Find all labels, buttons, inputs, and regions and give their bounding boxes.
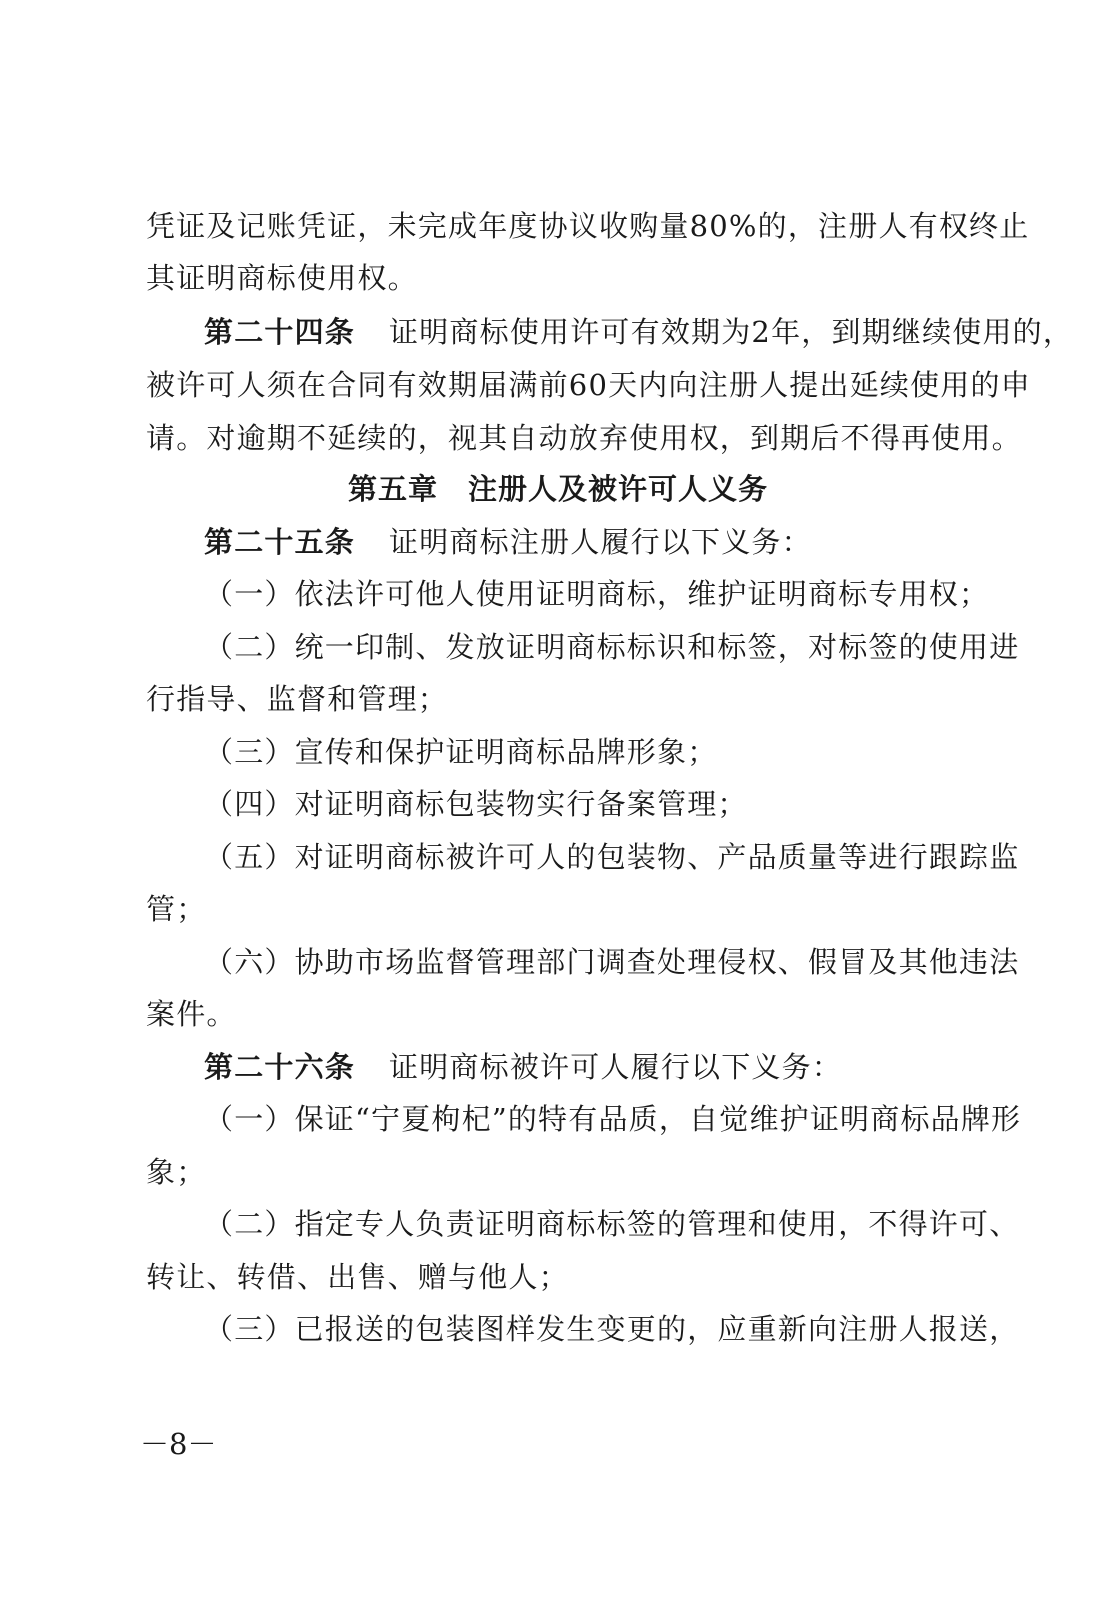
paragraph-line: 凭证及记账凭证，未完成年度协议收购量80%的，注册人有权终止 (146, 209, 1030, 243)
paragraph-line: 其证明商标使用权。 (146, 261, 418, 295)
paragraph-line: 管； (146, 892, 207, 926)
article-number: 第二十六条 (204, 1050, 356, 1084)
list-item: （五）对证明商标被许可人的包装物、产品质量等进行跟踪监 (204, 840, 1020, 874)
article-text: 证明商标被许可人履行以下义务： (389, 1050, 843, 1084)
list-item: （四）对证明商标包装物实行备案管理； (204, 787, 748, 821)
list-item: （三）宣传和保护证明商标品牌形象； (204, 735, 718, 769)
article-number: 第二十五条 (204, 525, 356, 559)
chapter-heading: 第五章 注册人及被许可人义务 (347, 472, 768, 506)
paragraph-line: 行指导、监督和管理； (146, 682, 449, 716)
article-24 (204, 314, 1073, 350)
paragraph-line: 请。对逾期不延续的，视其自动放弃使用权，到期后不得再使用。 (146, 421, 1022, 455)
paragraph-line: 案件。 (146, 997, 237, 1031)
list-item: （一）依法许可他人使用证明商标，维护证明商标专用权； (204, 577, 990, 611)
paragraph-line: 被许可人须在合同有效期届满前60天内向注册人提出延续使用的申 (146, 368, 1031, 402)
list-item: （三）已报送的包装图样发生变更的，应重新向注册人报送， (204, 1312, 1020, 1346)
list-item: （二）指定专人负责证明商标标签的管理和使用，不得许可、 (204, 1207, 1020, 1241)
article-number: 第二十四条 (204, 315, 356, 349)
article-26 (204, 1049, 842, 1085)
article-text: 证明商标使用许可有效期为2年，到期继续使用的， (389, 315, 1074, 349)
page-number: －8－ (140, 1427, 217, 1461)
article-text: 证明商标注册人履行以下义务： (389, 525, 812, 559)
list-item: （六）协助市场监督管理部门调查处理侵权、假冒及其他违法 (204, 945, 1020, 979)
list-item: （二）统一印制、发放证明商标标识和标签，对标签的使用进 (204, 630, 1020, 664)
paragraph-line: 象； (146, 1155, 207, 1189)
paragraph-line: 转让、转借、出售、赠与他人； (146, 1260, 569, 1294)
article-25 (204, 524, 812, 560)
list-item: （一）保证“宁夏枸杞”的特有品质，自觉维护证明商标品牌形 (204, 1102, 1022, 1136)
